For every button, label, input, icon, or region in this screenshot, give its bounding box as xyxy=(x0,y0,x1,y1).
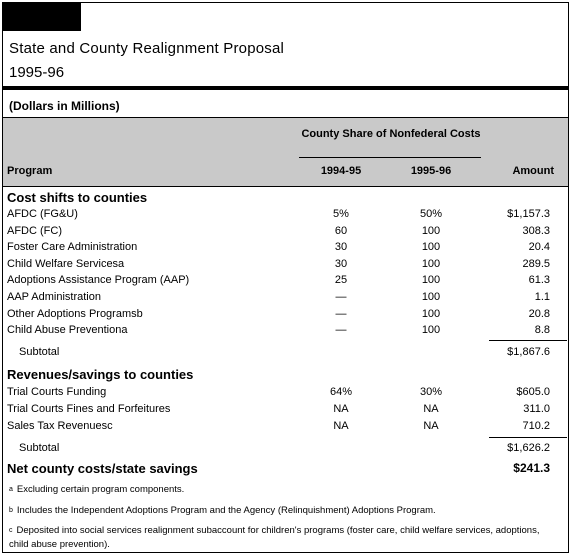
subtotal-amount: $1,867.6 xyxy=(507,346,550,358)
row-amount: 311.0 xyxy=(523,403,550,415)
row-label: AFDC (FG&U) xyxy=(7,208,78,220)
table-row xyxy=(3,401,568,417)
report-year: 1995-96 xyxy=(9,64,65,81)
subtotal-label: Subtotal xyxy=(19,442,60,454)
row-label: Child Welfare Servicesa xyxy=(7,257,125,270)
row-label: Other Adoptions Programsb xyxy=(7,307,143,320)
report-frame xyxy=(2,2,569,553)
row-label: AFDC (FC) xyxy=(7,224,62,237)
row-value-1994-95: 30 xyxy=(334,257,348,270)
row-value-1994-95: 25 xyxy=(334,274,348,287)
row-label: Sales Tax Revenuesc xyxy=(7,420,113,432)
column-header-1995-96: 1995-96 xyxy=(410,165,452,177)
row-value-1995-96: NA xyxy=(423,403,439,415)
column-header-program: Program xyxy=(7,165,53,177)
row-value-1995-96: 100 xyxy=(421,307,441,320)
subtotal-label: Subtotal xyxy=(19,346,60,358)
row-value-1995-96: 100 xyxy=(421,324,441,337)
row-value-1994-95: — xyxy=(335,324,347,337)
row-value-1995-96: 100 xyxy=(421,241,441,254)
table-row xyxy=(3,289,568,305)
table-row xyxy=(3,206,568,222)
table-row xyxy=(3,306,568,322)
row-amount: 289.5 xyxy=(522,257,550,270)
row-value-1995-96: 100 xyxy=(421,291,441,303)
row-label: Child Abuse Preventiona xyxy=(7,324,128,337)
net-total-label: Net county costs/state savings xyxy=(7,461,198,476)
row-amount: 710.2 xyxy=(522,420,550,432)
row-value-1994-95: — xyxy=(335,307,347,320)
table-row xyxy=(3,239,568,255)
report-title: State and County Realignment Proposal xyxy=(9,40,285,57)
row-value-1995-96: NA xyxy=(423,420,439,432)
row-value-1994-95: 30 xyxy=(334,241,348,254)
table-row xyxy=(3,384,568,400)
section-heading-cost-shifts: Cost shifts to counties xyxy=(7,190,148,205)
subtotal-row xyxy=(3,344,568,360)
table-header xyxy=(3,117,568,187)
section-heading-revenues: Revenues/savings to counties xyxy=(7,367,194,382)
row-label: Trial Courts Fines and Forfeitures xyxy=(7,403,171,415)
subtotal-rule xyxy=(489,437,567,438)
footnote: $^b$ Includes the Independent Adoptions Program and the Agency (Relinquishment) Adoptions Program. xyxy=(9,505,436,516)
row-value-1995-96: 30% xyxy=(419,386,443,398)
row-amount: 20.8 xyxy=(528,307,550,320)
row-amount: 61.3 xyxy=(528,274,550,287)
title-divider xyxy=(3,86,568,90)
column-header-amount: Amount xyxy=(512,165,554,177)
row-value-1994-95: — xyxy=(335,291,347,303)
row-value-1994-95: 5% xyxy=(333,208,349,220)
row-amount: 20.4 xyxy=(528,241,550,254)
net-total-amount: $241.3 xyxy=(513,461,550,475)
column-group-rule xyxy=(299,157,481,158)
footnote: $^c$ Deposited into social services realignment subaccount for children's programs (foster care, child welfare services, adoptions, child abuse prevention). xyxy=(9,525,540,550)
column-group-header: County Share of Nonfederal Costs xyxy=(301,128,481,140)
header-tab xyxy=(3,3,81,31)
row-label: Foster Care Administration xyxy=(7,241,138,254)
table-row xyxy=(3,272,568,288)
footnote: $^a$ Excluding certain program components. xyxy=(9,484,185,495)
subtotal-amount: $1,626.2 xyxy=(507,442,550,454)
column-header-1994-95: 1994-95 xyxy=(320,165,362,177)
row-amount: 1.1 xyxy=(534,291,550,303)
row-value-1994-95: NA xyxy=(333,403,349,415)
table-row xyxy=(3,322,568,338)
table-row xyxy=(3,256,568,272)
row-value-1994-95: NA xyxy=(333,420,349,432)
row-amount: 8.8 xyxy=(534,324,550,337)
row-amount: $605.0 xyxy=(516,386,550,398)
row-value-1994-95: 64% xyxy=(329,386,353,398)
subtotal-rule xyxy=(489,340,567,341)
row-value-1994-95: 60 xyxy=(334,224,348,237)
row-value-1995-96: 100 xyxy=(421,224,441,237)
row-amount: $1,157.3 xyxy=(507,208,550,220)
row-amount: 308.3 xyxy=(522,224,550,237)
row-label: Adoptions Assistance Program (AAP) xyxy=(7,274,190,287)
table-row xyxy=(3,223,568,239)
units-note: (Dollars in Millions) xyxy=(9,99,120,113)
row-value-1995-96: 50% xyxy=(419,208,443,220)
row-value-1995-96: 100 xyxy=(421,274,441,287)
subtotal-row xyxy=(3,440,568,456)
row-label: Trial Courts Funding xyxy=(7,386,107,398)
table-row xyxy=(3,418,568,434)
row-label: AAP Administration xyxy=(7,291,101,303)
row-value-1995-96: 100 xyxy=(421,257,441,270)
